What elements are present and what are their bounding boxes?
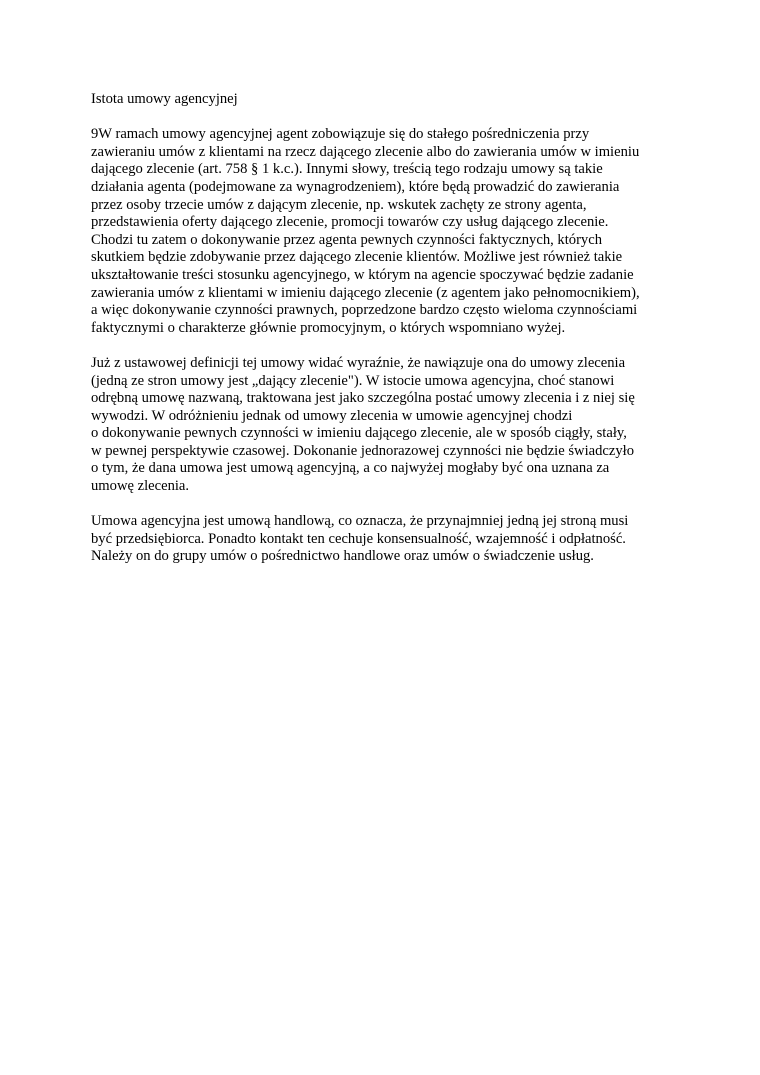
text-line: umowę zlecenia.	[91, 478, 190, 495]
text-line: być przedsiębiorca. Ponadto kontakt ten cechuje konsensualność, wzajemność i odpłatność.	[91, 530, 626, 547]
text-line: odrębną umowę nazwaną, traktowana jest jako szczególna postać umowy zlecenia i z niej się	[91, 390, 635, 407]
text-line: przedstawienia oferty dającego zlecenie, promocji towarów czy usług dającego zlecenie.	[91, 214, 609, 231]
text-line: Umowa agencyjna jest umową handlową, co oznacza, że przynajmniej jedną jej stroną musi	[91, 513, 629, 530]
paragraph-2	[91, 355, 671, 496]
text-line: Należy on do grupy umów o pośrednictwo handlowe oraz umów o świadczenie usług.	[91, 548, 594, 565]
text-line: skutkiem będzie zdobywanie przez dającego zlecenie klientów. Możliwe jest również takie	[91, 249, 623, 266]
text-line: w pewnej perspektywie czasowej. Dokonanie jednorazowej czynności nie będzie świadczyło	[91, 442, 635, 459]
text-line: faktycznymi o charakterze głównie promocyjnym, o których wspomniano wyżej.	[91, 319, 566, 336]
document-title: Istota umowy agencyjnej	[91, 91, 238, 107]
text-line: ukształtowanie treści stosunku agencyjnego, w którym na agencie spoczywać będzie zadanie	[91, 266, 634, 283]
text-line: przez osoby trzecie umów z dającym zlecenie, np. wskutek zachęty ze strony agenta,	[91, 196, 587, 213]
text-line: dającego zlecenie (art. 758 § 1 k.c.). Innymi słowy, treścią tego rodzaju umowy są takie	[91, 161, 603, 178]
text-line: zawierania umów z klientami w imieniu dającego zlecenie (z agentem jako pełnomocnikiem),	[91, 284, 640, 301]
document-body	[91, 91, 671, 584]
text-line: 9W ramach umowy agencyjnej agent zobowiązuje się do stałego pośredniczenia przy	[91, 126, 590, 143]
text-line: (jedną ze stron umowy jest „dający zlecenie"). W istocie umowa agencyjna, choć stanowi	[91, 372, 615, 389]
text-line: a więc dokonywanie czynności prawnych, poprzedzone bardzo często wieloma czynnościami	[91, 302, 638, 319]
text-line: wywodzi. W odróżnieniu jednak od umowy zlecenia w umowie agencyjnej chodzi	[91, 407, 573, 424]
paragraph-1	[91, 126, 671, 337]
text-line: działania agenta (podejmowane za wynagrodzeniem), które będą prowadzić do zawierania	[91, 178, 620, 195]
text-line: zawieraniu umów z klientami na rzecz dającego zlecenie albo do zawierania umów w imieniu	[91, 143, 640, 160]
paragraph-3	[91, 513, 671, 566]
text-line: o tym, że dana umowa jest umową agencyjną, a co najwyżej mogłaby być ona uznana za	[91, 460, 610, 477]
text-line: Już z ustawowej definicji tej umowy widać wyraźnie, że nawiązuje ona do umowy zlecenia	[91, 354, 626, 371]
text-line: Chodzi tu zatem o dokonywanie przez agenta pewnych czynności faktycznych, których	[91, 231, 602, 248]
text-line: o dokonywanie pewnych czynności w imieniu dającego zlecenie, ale w sposób ciągły, stały,	[91, 425, 627, 442]
